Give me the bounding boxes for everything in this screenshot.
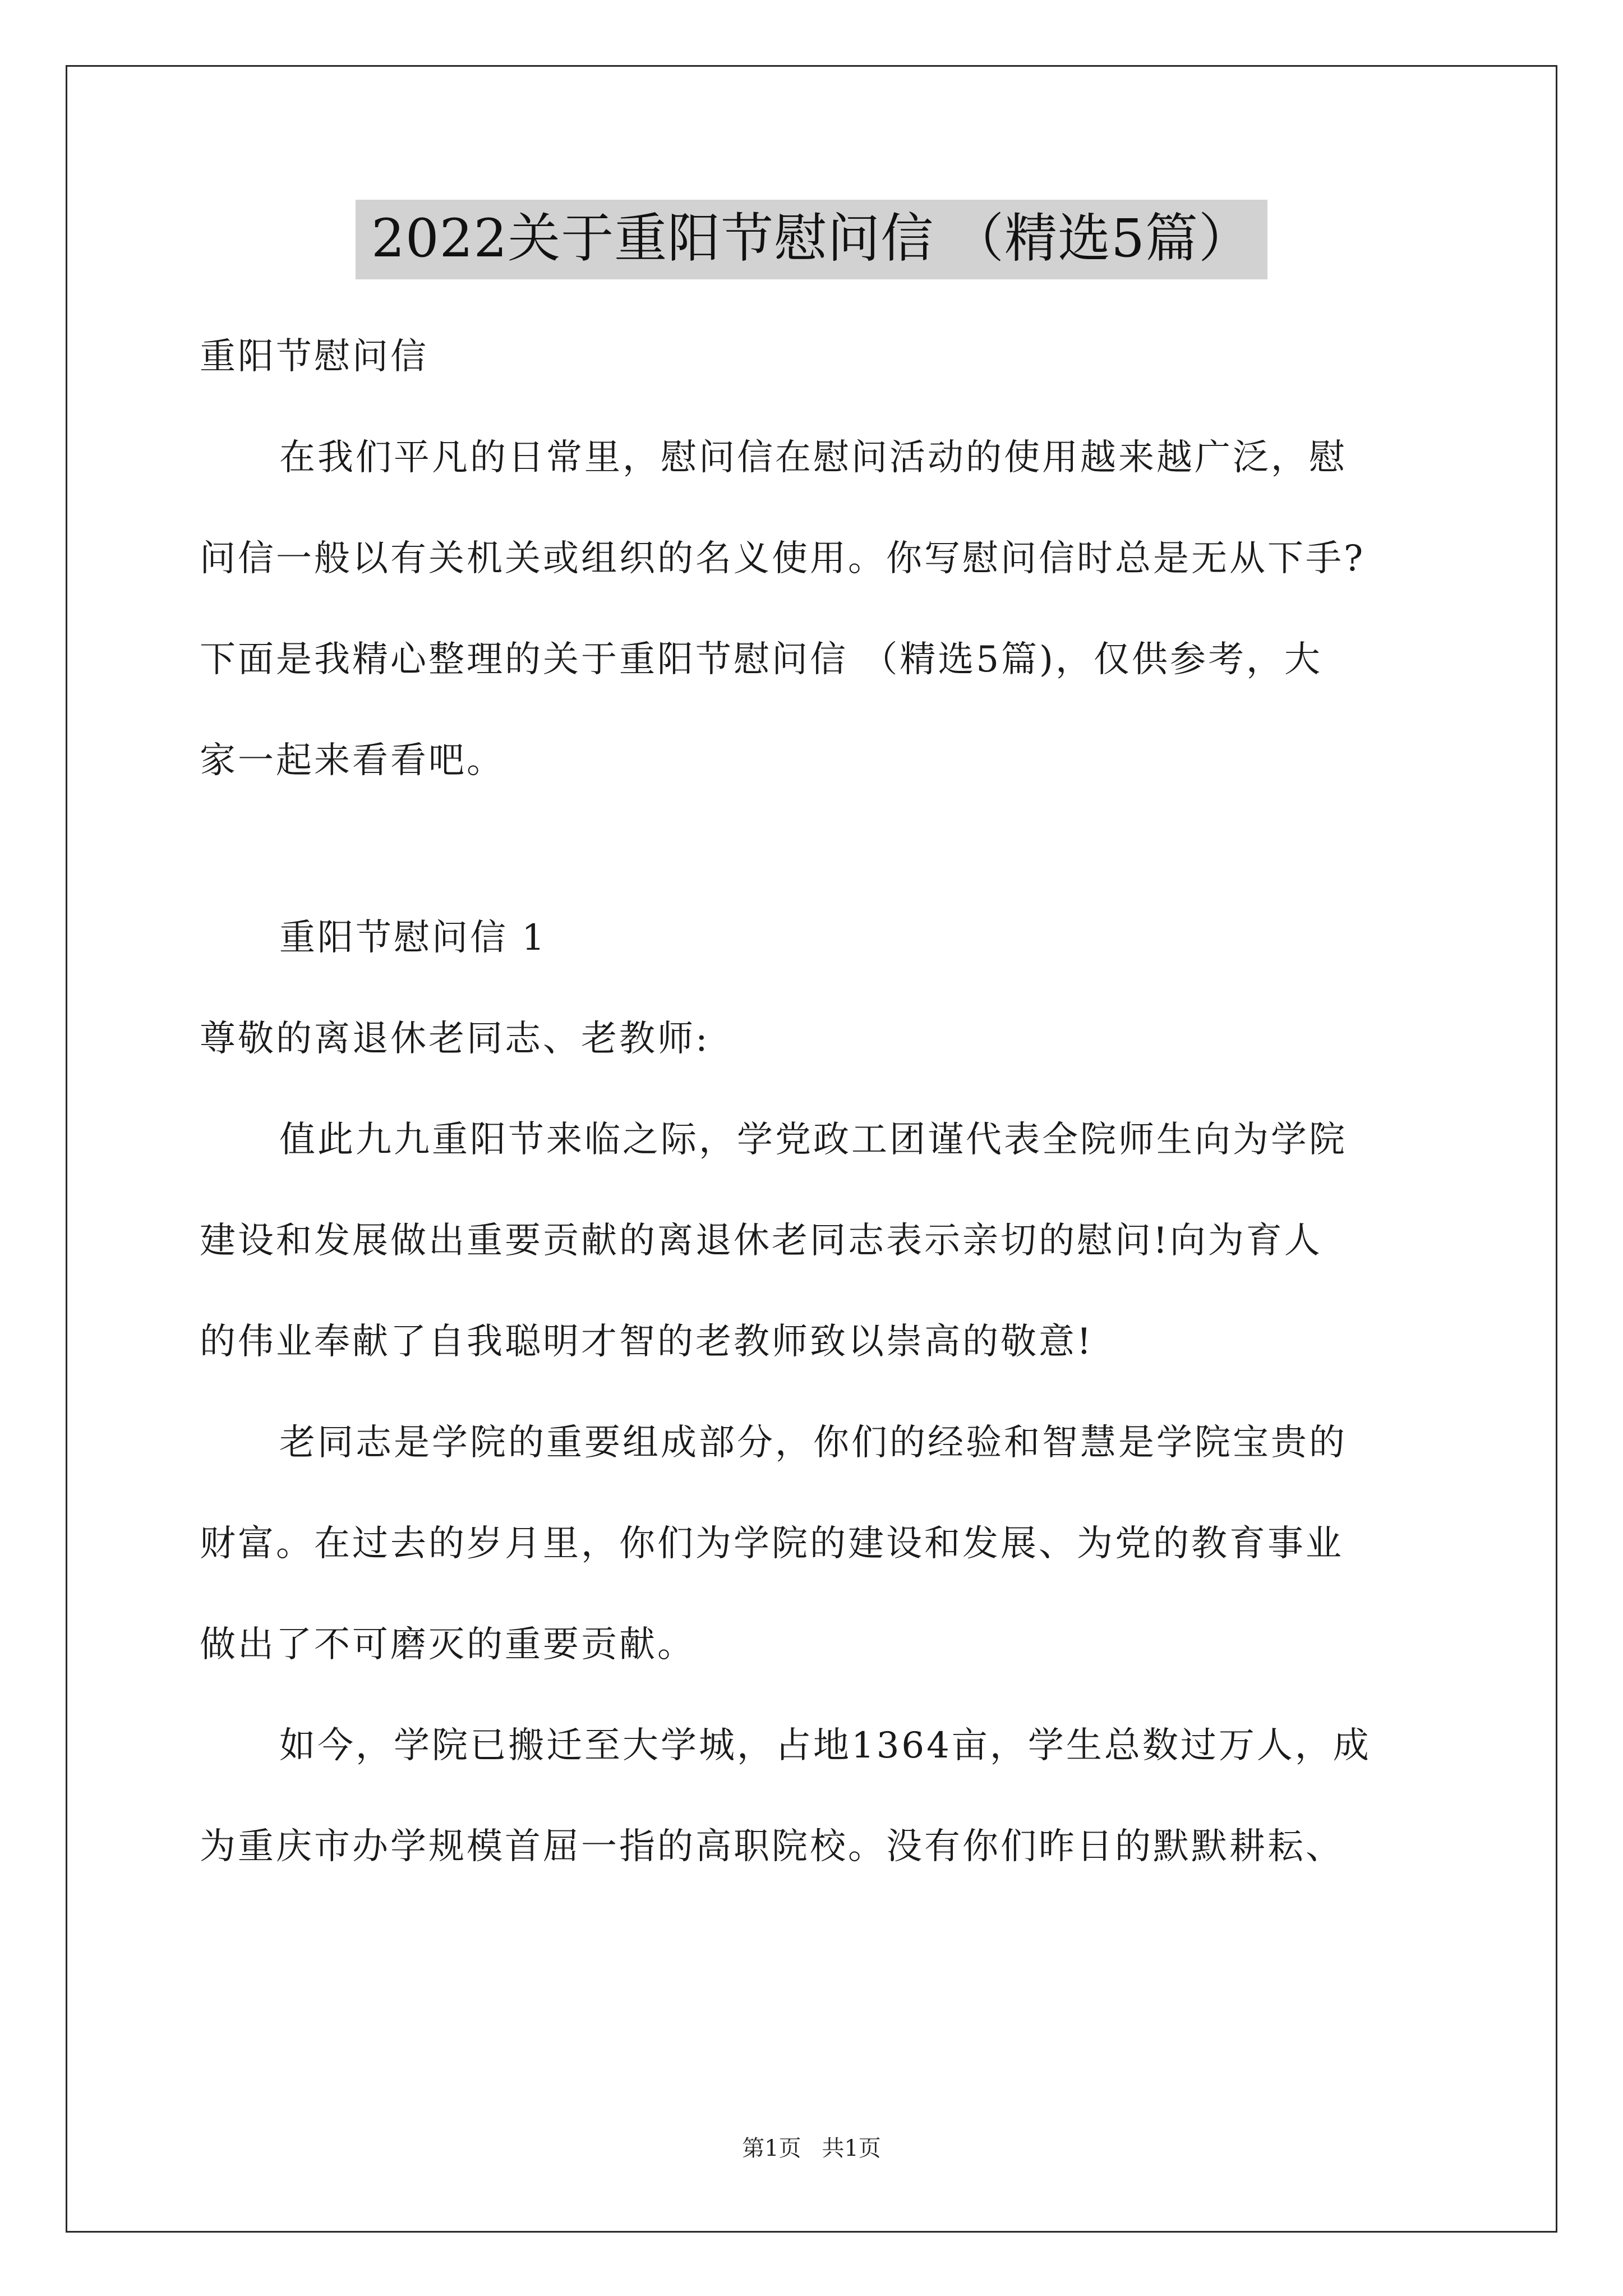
paragraph-line: 下面是我精心整理的关于重阳节慰问信 （精选5篇)，仅供参考，大 bbox=[200, 639, 1323, 680]
paragraph-line: 问信一般以有关机关或组织的名义使用。你写慰问信时总是无从下手? bbox=[200, 538, 1366, 579]
page-footer bbox=[0, 2135, 1623, 2162]
document-title: 2022关于重阳节慰问信 （精选5篇） bbox=[356, 200, 1267, 279]
page-total: 共1页 bbox=[822, 2136, 881, 2161]
paragraph-line: 做出了不可磨灭的重要贡献。 bbox=[200, 1624, 695, 1665]
salutation: 尊敬的离退休老同志、老教师: bbox=[200, 1018, 710, 1060]
paragraph-line: 家一起来看看吧。 bbox=[200, 740, 505, 781]
paragraph-line: 如今，学院已搬迁至大学城，占地1364亩，学生总数过万人，成 bbox=[279, 1725, 1371, 1766]
page-number: 第1页 bbox=[742, 2136, 801, 2161]
paragraph-line: 的伟业奉献了自我聪明才智的老教师致以崇高的敬意! bbox=[200, 1321, 1094, 1363]
paragraph-line: 在我们平凡的日常里，慰问信在慰问活动的使用越来越广泛，慰 bbox=[279, 437, 1347, 478]
paragraph-line: 老同志是学院的重要组成部分，你们的经验和智慧是学院宝贵的 bbox=[279, 1422, 1347, 1464]
document-body bbox=[200, 337, 1473, 1927]
paragraph-line: 为重庆市办学规模首屈一指的高职院校。没有你们昨日的默默耕耘、 bbox=[200, 1826, 1344, 1867]
title-container bbox=[0, 200, 1623, 279]
letter-heading: 重阳节慰问信 1 bbox=[279, 917, 547, 959]
section-heading: 重阳节慰问信 bbox=[200, 336, 428, 378]
paragraph-line: 建设和发展做出重要贡献的离退休老同志表示亲切的慰问!向为育人 bbox=[200, 1220, 1322, 1262]
paragraph-line: 值此九九重阳节来临之际，学党政工团谨代表全院师生向为学院 bbox=[279, 1119, 1347, 1161]
paragraph-line: 财富。在过去的岁月里，你们为学院的建设和发展、为党的教育事业 bbox=[200, 1523, 1344, 1565]
